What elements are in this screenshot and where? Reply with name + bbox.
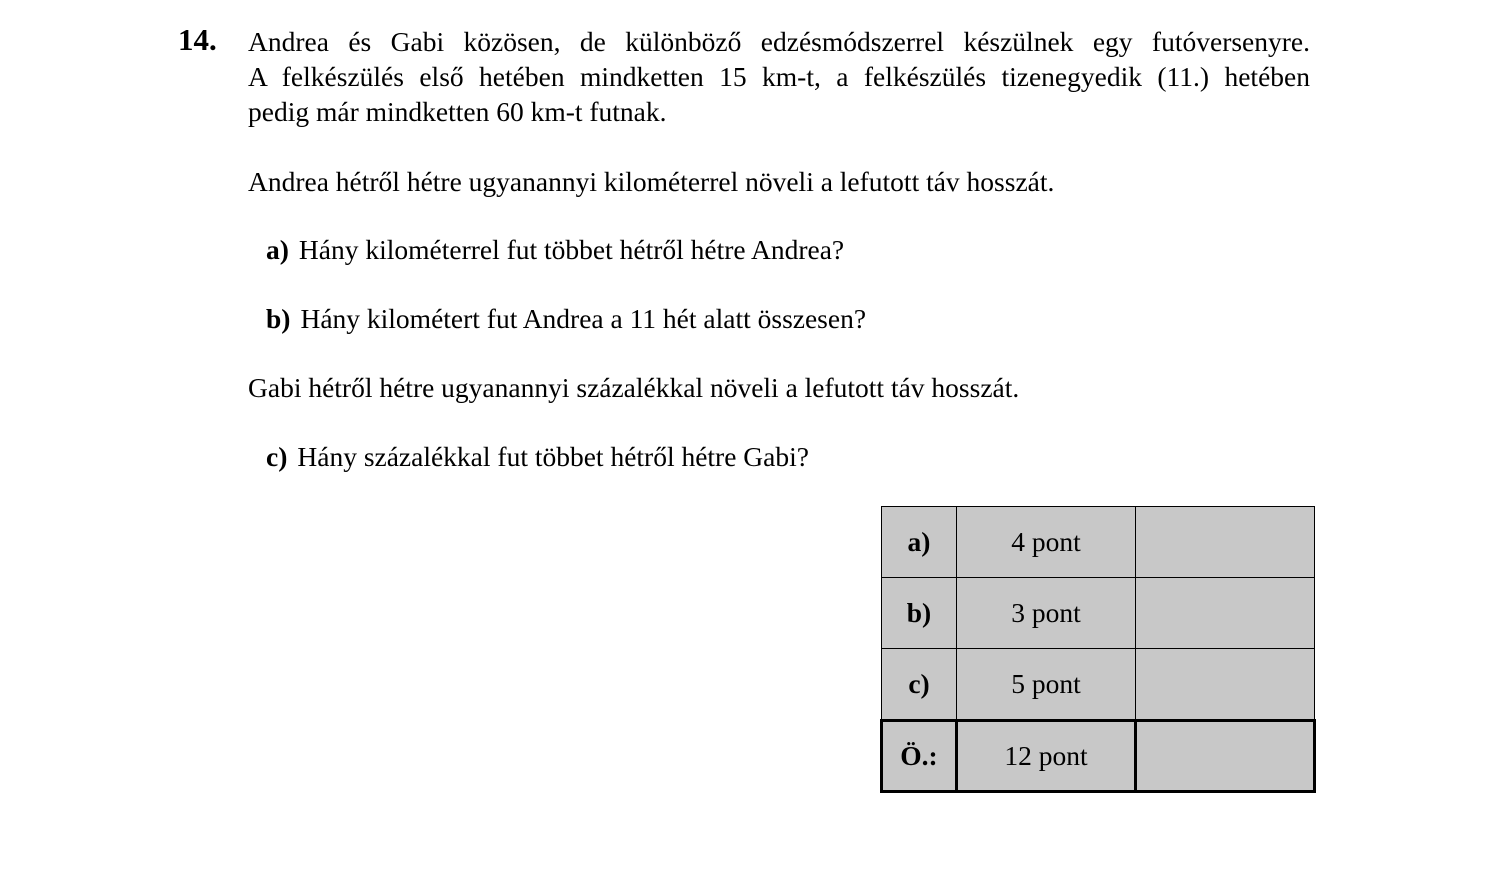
problem-intro (248, 24, 1310, 129)
score-row (882, 507, 1315, 578)
score-table (880, 506, 1316, 793)
score-entry-cell (1136, 507, 1315, 578)
question-text: Hány százalékkal fut többet hétről hétre Gabi? (297, 441, 809, 472)
question-c (266, 439, 809, 474)
score-row-label: a) (882, 507, 957, 578)
score-row-points: 3 pont (957, 578, 1136, 649)
intro-line: Andrea és Gabi közösen, de különböző edzésmódszerrel készülnek egy futóversenyre. (248, 26, 1310, 57)
score-entry-cell (1136, 649, 1315, 721)
problem-number: 14. (178, 22, 217, 57)
score-total-label: Ö.: (882, 721, 957, 792)
score-total-points: 12 pont (957, 721, 1136, 792)
score-row-label: c) (882, 649, 957, 721)
intro-line: pedig már mindketten 60 km-t futnak. (248, 96, 667, 127)
score-row-points: 4 pont (957, 507, 1136, 578)
score-total-row (882, 721, 1315, 792)
question-label: c) (266, 441, 288, 472)
score-row-points: 5 pont (957, 649, 1136, 721)
score-row (882, 578, 1315, 649)
score-row-label: b) (882, 578, 957, 649)
question-label: a) (266, 234, 289, 265)
andrea-paragraph: Andrea hétről hétre ugyanannyi kilométerrel növeli a lefutott táv hosszát. (248, 166, 1055, 197)
question-a (266, 232, 844, 267)
score-total-entry-cell (1136, 721, 1315, 792)
question-label: b) (266, 303, 291, 334)
gabi-paragraph: Gabi hétről hétre ugyanannyi százalékkal növeli a lefutott táv hosszát. (248, 372, 1020, 403)
question-text: Hány kilométerrel fut többet hétről hétre Andrea? (298, 234, 845, 265)
score-entry-cell (1136, 578, 1315, 649)
question-b (266, 301, 866, 336)
question-text: Hány kilométert fut Andrea a 11 hét alatt összesen? (300, 303, 867, 334)
score-row (882, 649, 1315, 721)
intro-line: A felkészülés első hetében mindketten 15 km-t, a felkészülés tizenegyedik (11.) hetében (248, 61, 1310, 92)
